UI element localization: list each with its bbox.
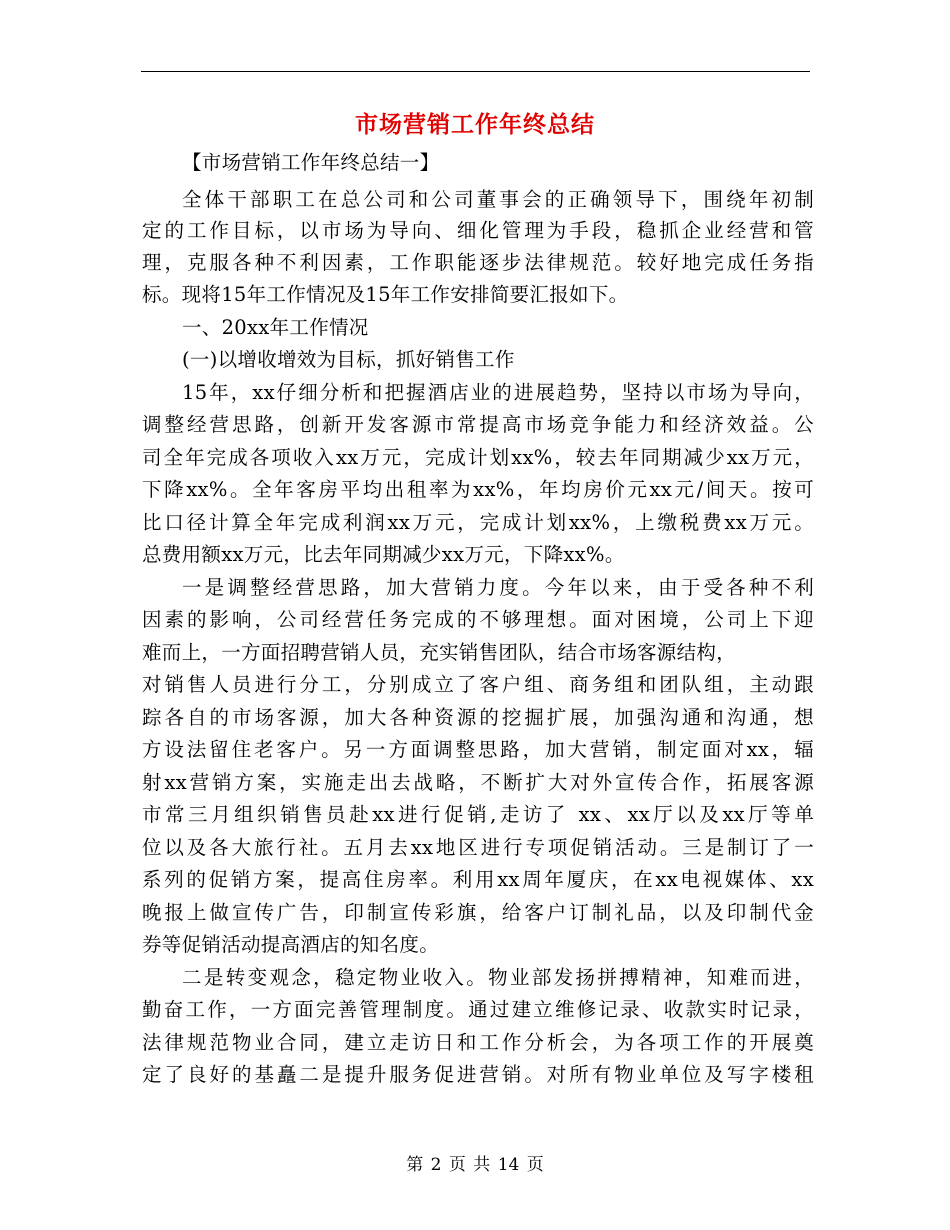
subheading: (一)以增收增效为目标，抓好销售工作 [182,348,515,371]
paragraph-line: 比口径计算全年完成利润xx万元，完成计划xx%，上缴税费xx万元。 [142,511,814,534]
paragraph-line: 一是调整经营思路，加大营销力度。今年以来，由于受各种不利 [182,576,814,599]
paragraph-line: 位以及各大旅行社。五月去xx地区进行专项促销活动。三是制订了一 [142,836,814,859]
paragraph-line: 射xx营销方案，实施走出去战略，不断扩大对外宣传合作，拓展客源 [142,771,814,794]
page-number: 第 2 页 共 14 页 [406,1155,544,1175]
paragraph-line: 方设法留住老客户。另一方面调整思路，加大营销，制定面对xx，辐 [142,738,814,761]
paragraph-line: 司全年完成各项收入xx万元，完成计划xx%，较去年同期减少xx万元， [142,446,814,469]
paragraph-line: 调整经营思路，创新开发客源市常提高市场竞争能力和经济效益。公 [142,413,814,436]
document-title: 市场营销工作年终总结 [355,112,595,138]
paragraph-line: 对销售人员进行分工，分别成立了客户组、商务组和团队组，主动跟 [142,673,814,696]
paragraph-line: 法律规范物业合同，建立走访日和工作分析会，为各项工作的开展奠 [142,1031,814,1054]
paragraph-line: 定了良好的基矗二是提升服务促进营销。对所有物业单位及写字楼租 [142,1063,814,1086]
header-rule [141,71,810,72]
paragraph-line: 二是转变观念，稳定物业收入。物业部发扬拼搏精神，知难而进， [182,966,814,989]
paragraph-line: 因素的影响，公司经营任务完成的不够理想。面对困境，公司上下迎 [142,608,814,631]
paragraph-line: 勤奋工作，一方面完善管理制度。通过建立维修记录、收款实时记录， [142,998,814,1021]
paragraph-line: 市常三月组织销售员赴xx进行促销,走访了 xx、xx厅以及xx厅等单 [142,803,814,826]
paragraph-line: 下降xx%。全年客房平均出租率为xx%，年均房价元xx元/间天。按可 [142,478,814,501]
paragraph-line: 全体干部职工在总公司和公司董事会的正确领导下，围绕年初制 [182,188,814,211]
paragraph-line: 晚报上做宣传广告，印制宣传彩旗，给客户订制礼品，以及印制代金 [142,901,814,924]
paragraph-line: 理，克服各种不利因素，工作职能逐步法律规范。较好地完成任务指 [142,251,814,274]
paragraph-line: 踪各自的市场客源，加大各种资源的挖掘扩展，加强沟通和沟通，想 [142,706,814,729]
paragraph-line: 券等促销活动提高酒店的知名度。 [142,933,440,956]
paragraph-line: 标。现将15年工作情况及15年工作安排简要汇报如下。 [142,283,629,306]
paragraph-line: 总费用额xx万元，比去年同期减少xx万元，下降xx%。 [142,543,625,566]
paragraph-line: 定的工作目标，以市场为导向、细化管理为手段，稳抓企业经营和管 [142,219,814,242]
subheading: 一、20xx年工作情况 [182,316,369,339]
paragraph-line: 难而上，一方面招聘营销人员，充实销售团队，结合市场客源结构， [142,641,737,664]
section-heading: 【市场营销工作年终总结一】 [182,151,440,174]
paragraph-line: 15年，xx仔细分析和把握酒店业的进展趋势，坚持以市场为导向， [182,381,814,404]
paragraph-line: 系列的促销方案，提高住房率。利用xx周年厦庆，在xx电视媒体、xx [142,868,814,891]
